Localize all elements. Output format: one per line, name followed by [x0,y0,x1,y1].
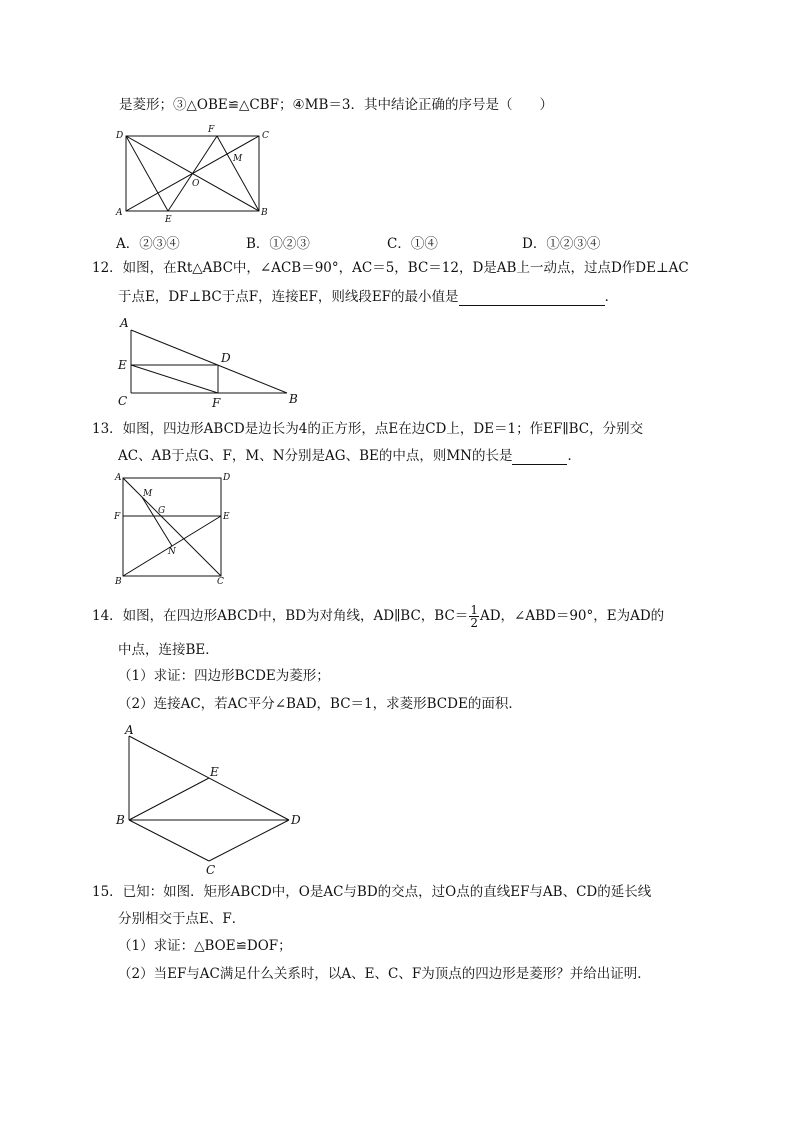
q12-figure [112,314,307,409]
q13-line1: 13．如图，四边形ABCD是边长为4的正方形，点E在边CD上，DE＝1；作EF∥BC，分别交 [92,421,644,437]
q11-figure [110,124,280,224]
q13-line2-text: AC、AB于点G、F，M、N分别是AG、BE的中点，则MN的长是 [118,448,513,464]
q14-line1-text-a: 14．如图，在四边形ABCD中，BD为对角线，AD∥BC，BC＝ [92,608,469,624]
q14-label-d: D [291,813,301,827]
q13-label-c: C [217,577,224,587]
q12-side-ab [131,330,287,393]
q14-part2: （2）连接AC，若AC平分∠BAD，BC＝1，求菱形BCDE的面积． [118,696,522,712]
q11-label-c: C [262,131,269,141]
q14-label-a: A [125,723,134,737]
q14-side-bc [129,820,209,861]
q13-line2-end: ． [567,448,581,464]
q13-label-b: B [115,577,122,587]
q11-text: 是菱形；③△OBE≌△CBF；④MB＝3．其中结论正确的序号是（ ） [119,97,553,113]
q12-answer-blank [459,291,605,306]
q13-label-a: A [115,473,122,483]
q11-label-f: F [208,125,215,135]
q14-fraction-numerator: 1 [470,603,478,617]
q12-line2 [118,288,618,306]
q11-segment-fb [217,136,259,211]
q11-segment-ef [168,136,217,211]
q11-choice-b: B．①②③ [246,236,310,252]
q14-fraction [469,604,479,629]
q12-segment-ef [131,365,218,393]
q11-segment-de [126,136,168,211]
q14-line2: 中点，连接BE． [118,642,219,658]
q14-side-cd [209,820,289,861]
q13-label-g: G [158,506,166,516]
q15-line1: 15．已知：如图．矩形ABCD中，O是AC与BD的交点，过O点的直线EF与AB、CD的延长线 [92,884,652,900]
q12-label-e: E [118,358,127,372]
q13-label-e: E [223,512,230,522]
q14-label-c: C [206,863,216,877]
q13-answer-blank [512,450,567,465]
q12-line2-text: 于点E，DF⊥BC于点F，连接EF，则线段EF的最小值是 [118,289,459,305]
q13-segment-mn [142,497,172,546]
q13-diagonal-ac [123,478,221,576]
q11-choice-d: D．①②③④ [522,236,601,252]
q14-figure [112,722,312,877]
q11-label-m: M [233,154,243,164]
q13-label-n: N [168,547,176,557]
q14-segment-be [129,778,209,820]
q14-line1 [92,604,664,629]
q13-figure [112,470,237,588]
q12-label-d: D [221,351,231,365]
q14-fraction-denominator: 2 [470,616,478,630]
q11-choice-a: A．②③④ [116,236,180,252]
q11-label-o: O [192,179,200,189]
q13-label-f: F [114,512,121,522]
q14-label-b: B [116,813,125,827]
q12-line2-end: ． [604,289,619,305]
q12-line1: 12．如图，在Rt△ABC中，∠ACB＝90°，AC＝5，BC＝12，D是AB上一动点，过点D作DE⊥AC [92,260,689,276]
q15-line2: 分别相交于点E、F． [118,911,246,927]
q12-label-f: F [212,396,221,410]
q15-part1: （1）求证：△BOE≌DOF； [118,938,292,954]
q13-label-d: D [223,473,231,483]
q11-label-b: B [261,208,268,218]
q11-label-a: A [116,208,123,218]
q14-part1: （1）求证：四边形BCDE为菱形； [118,668,330,684]
q12-label-a: A [120,316,129,330]
q13-line2 [118,447,581,465]
q14-line1-text-b: AD，∠ABD＝90°，E为AD的 [479,608,665,624]
q13-label-m: M [143,489,153,499]
q11-label-d: D [116,131,124,141]
q11-label-e: E [165,215,172,225]
q12-label-b: B [289,392,298,406]
q15-part2: （2）当EF与AC满足什么关系时，以A、E、C、F为顶点的四边形是菱形？并给出证明． [118,966,651,982]
q12-label-c: C [118,394,128,408]
q11-choice-c: C．①④ [387,236,438,252]
q14-label-e: E [210,765,219,779]
